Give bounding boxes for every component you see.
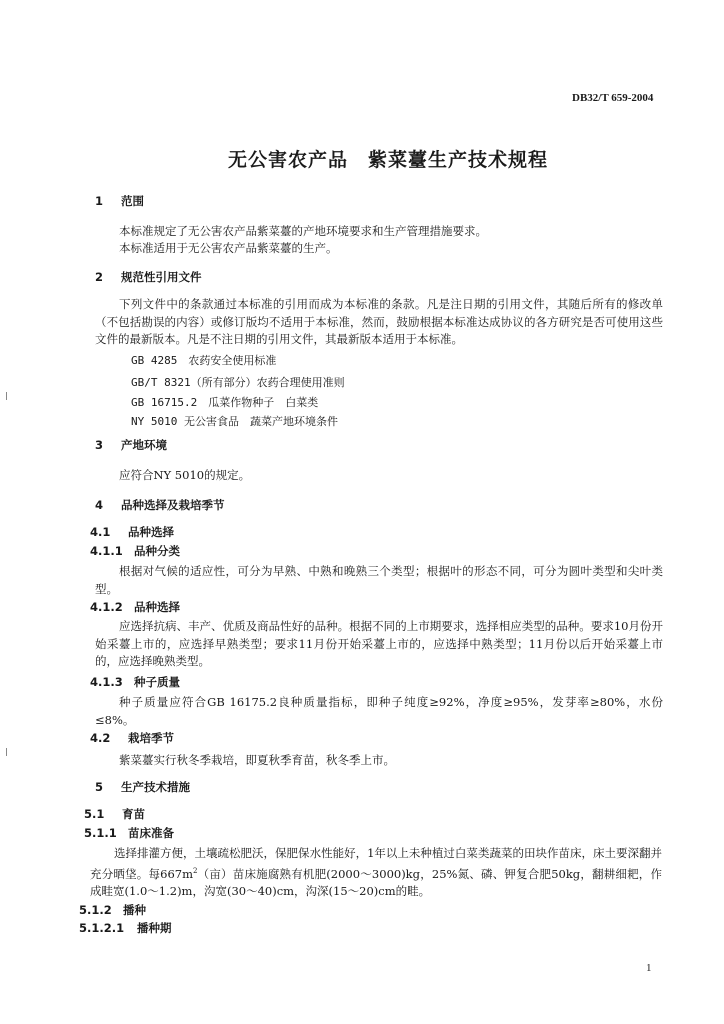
section-4-1-3-heading: [90, 674, 180, 690]
section-5-1-2-1-heading: [79, 920, 172, 936]
section-4-1-1-heading: [90, 543, 180, 559]
section-4-1-3-p1: 种子质量应符合GB 16175.2良种质量指标，即种子纯度≥92%，净度≥95%，发芽率≥80%，水份≤8%。: [95, 695, 663, 727]
section-1-p1: 本标准规定了无公害农产品紫菜薹的产地环境要求和生产管理措施要求。: [119, 224, 487, 238]
section-number: 5.1.2: [79, 903, 112, 917]
section-title: 品种选择及栽培季节: [121, 498, 225, 512]
section-title: 苗床准备: [128, 826, 174, 840]
section-number: 5.1: [84, 807, 105, 821]
section-4-1-1-p1: 根据对气候的适应性，可分为早熟、中熟和晚熟三个类型；根据叶的形态不同，可分为圆叶类型和尖叶类型。: [95, 564, 663, 596]
document-title: 无公害农产品 紫菜薹生产技术规程: [228, 149, 549, 171]
section-number: 5.1.1: [84, 826, 117, 840]
section-title: 品种选择: [134, 600, 180, 614]
section-3-heading: [95, 437, 167, 453]
section-number: 4.1.1: [90, 544, 123, 558]
section-4-1-2-p1: 应选择抗病、丰产、优质及商品性好的品种。根据不同的上市期要求，选择相应类型的品种。要求10月份开始采薹上市的，应选择早熟类型；要求11月份开始采薹上市的，应选择中熟类型；11月份以后开始采薹上市的，应选择晚熟类型。: [95, 619, 663, 668]
section-title: 种子质量: [134, 675, 180, 689]
section-title: 栽培季节: [128, 731, 174, 745]
section-3-p1: 应符合NY 5010的规定。: [119, 468, 251, 482]
section-number: 4.1.3: [90, 675, 123, 689]
section-title: 播种: [123, 903, 146, 917]
paragraph-text: （亩）苗床施腐熟有机肥(2000～3000)kg，25%氮、磷、钾复合肥50kg，翻耕细耙，作成畦宽(1.0～1.2)m，沟宽(30～40)cm，沟深(15～20)cm的畦。: [90, 866, 662, 898]
section-4-2-heading: [90, 730, 174, 746]
section-number: 4.1.2: [90, 600, 123, 614]
section-number: 2: [95, 270, 104, 284]
section-number: 3: [95, 438, 104, 452]
section-4-1-2-heading: [90, 599, 180, 615]
section-4-2-p1: 紫菜薹实行秋冬季栽培，即夏秋季育苗，秋冬季上市。: [119, 753, 395, 767]
scan-margin-mark: [6, 392, 7, 400]
section-5-1-1-p1: [90, 845, 662, 900]
section-number: 5.1.2.1: [79, 921, 125, 935]
reference-item: NY 5010 无公害食品 蔬菜产地环境条件: [131, 415, 338, 428]
section-title: 育苗: [122, 807, 145, 821]
reference-item: GB/T 8321（所有部分）农药合理使用准则: [131, 376, 345, 389]
section-2-p1: 下列文件中的条款通过本标准的引用而成为本标准的条款。凡是注日期的引用文件，其随后所有的修改单（不包括勘误的内容）或修订版均不适用于本标准，然而，鼓励根据本标准达成协议的各方研究是否可使用这些文件的最新版本。凡是不注日期的引用文件，其最新版本适用于本标准。: [95, 297, 663, 346]
section-number: 4.1: [90, 525, 111, 539]
reference-item: GB 4285 农药安全使用标准: [131, 354, 277, 367]
superscript: 2: [193, 866, 198, 875]
section-title: 规范性引用文件: [121, 270, 202, 284]
section-number: 4: [95, 498, 104, 512]
section-title: 品种选择: [128, 525, 174, 539]
section-title: 播种期: [137, 921, 172, 935]
section-2-heading: [95, 269, 202, 285]
section-4-heading: [95, 497, 225, 513]
section-number: 1: [95, 194, 104, 208]
section-5-heading: [95, 779, 190, 795]
section-number: 5: [95, 780, 104, 794]
section-1-p2: 本标准适用于无公害农产品紫菜薹的生产。: [119, 241, 338, 255]
section-title: 产地环境: [121, 438, 167, 452]
section-title: 范围: [121, 194, 144, 208]
section-1-heading: [95, 193, 144, 209]
section-5-1-heading: [84, 806, 145, 822]
section-title: 品种分类: [134, 544, 180, 558]
section-5-1-1-heading: [84, 825, 174, 841]
page-number: 1: [646, 962, 652, 974]
section-4-1-heading: [90, 524, 174, 540]
section-5-1-2-heading: [79, 902, 146, 918]
section-number: 4.2: [90, 731, 111, 745]
reference-item: GB 16715.2 瓜菜作物种子 白菜类: [131, 396, 319, 409]
standard-number: DB32/T 659-2004: [572, 92, 654, 104]
section-title: 生产技术措施: [121, 780, 190, 794]
scan-margin-mark: [6, 748, 7, 756]
paragraph-text: 选择排灌方便，土壤疏松肥沃，保肥保水性能好，1年以上未种植过白菜类蔬菜的田块作苗床，床土要深翻并充分晒垡。每667m: [90, 846, 662, 881]
